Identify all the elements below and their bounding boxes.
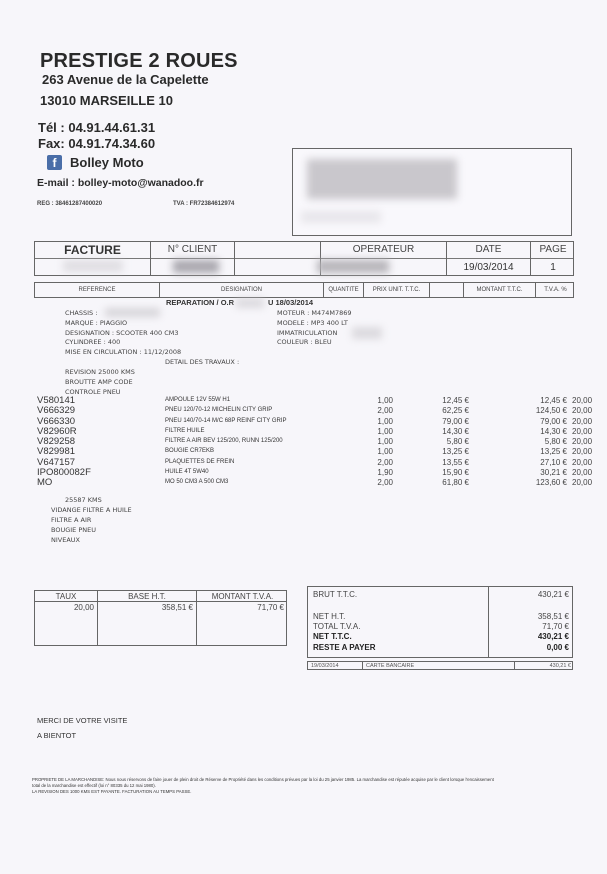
net-ttc-value: 430,21 € <box>537 632 569 641</box>
vehicle-registration-date: MISE EN CIRCULATION : 11/12/2008 <box>65 348 182 356</box>
work-notes <box>51 495 132 545</box>
line-tva: 20,00 <box>572 396 593 405</box>
client-number-cell <box>151 242 235 275</box>
line-designation: BOUGIE CR7EKB <box>165 448 215 455</box>
redacted-invoice-number <box>63 260 123 272</box>
line-qty: 1,00 <box>377 426 393 436</box>
totals-box <box>307 586 573 658</box>
vat-amount-value: 71,70 € <box>257 603 284 612</box>
facture-cell <box>35 242 151 275</box>
vehicle-displacement: CYLINDREE : 400 <box>65 338 121 346</box>
legal-notice <box>32 777 572 795</box>
task-item: CONTROLE PNEU <box>65 388 121 396</box>
redacted-plate <box>352 327 382 339</box>
line-item <box>37 425 593 437</box>
thanks-line2: A BIENTOT <box>37 731 77 740</box>
balance-due-value: 0,00 € <box>546 643 569 652</box>
col-designation: DESIGNATION <box>160 283 324 297</box>
vat-rate-value: 20,00 <box>73 603 94 612</box>
company-tva-number: TVA : FR72384612974 <box>173 201 235 207</box>
company-reg: REG : 38461287400020 <box>37 201 103 207</box>
line-qty: 1,90 <box>377 468 393 478</box>
line-unit-price: 15,90 € <box>442 468 469 478</box>
line-ref: V82960R <box>37 425 77 437</box>
line-item <box>37 446 593 458</box>
vehicle-designation: DESIGNATION : SCOOTER 400 CM3 <box>65 329 179 337</box>
line-tva: 20,00 <box>572 468 593 478</box>
net-ht-value: 358,51 € <box>537 612 569 621</box>
company-name: PRESTIGE 2 ROUES <box>40 50 238 72</box>
col-reference: REFERENCE <box>35 283 160 297</box>
repair-title: REPARATION / O.R <box>166 298 235 307</box>
vehicle-color: COULEUR : BLEU <box>277 338 332 346</box>
thanks-line1: MERCI DE VOTRE VISITE <box>37 716 128 725</box>
vat-base-value: 358,51 € <box>161 603 193 612</box>
redacted-order-number <box>236 298 264 308</box>
line-tva: 20,00 <box>572 478 593 488</box>
client-address-box <box>292 148 572 236</box>
totals-divider <box>488 587 489 657</box>
line-tva: 20,00 <box>572 457 593 467</box>
company-address-line1: 263 Avenue de la Capelette <box>42 72 209 87</box>
payment-method: CARTE BANCAIRE <box>363 662 515 669</box>
date-cell <box>447 242 531 275</box>
total-brut-label: BRUT T.T.C. <box>313 590 358 599</box>
page-label: PAGE <box>539 244 567 255</box>
line-ref: V666330 <box>37 415 76 427</box>
line-amount: 5,80 € <box>544 437 567 447</box>
work-note: BOUGIE PNEU <box>51 526 96 534</box>
company-phone: Tél : 04.91.44.61.31 <box>38 120 156 135</box>
line-tva: 20,00 <box>572 437 593 447</box>
blank-cell <box>235 242 321 275</box>
line-designation: PNEU 120/70-12 MICHELIN CITY GRIP <box>165 407 273 414</box>
line-ref: V647157 <box>37 456 76 468</box>
vat-rate-col <box>35 591 98 645</box>
vat-breakdown-table <box>34 590 287 646</box>
net-ttc-label: NET T.T.C. <box>313 632 352 641</box>
line-ref: V580141 <box>37 395 76 406</box>
line-item <box>37 415 593 427</box>
work-note: FILTRE A AIR <box>51 516 92 524</box>
vehicle-plate-label: IMMATRICULATION <box>277 329 338 337</box>
repair-date: U 18/03/2014 <box>268 298 314 307</box>
vehicle-brand: MARQUE : PIAGGIO <box>65 319 128 327</box>
redacted-client-address <box>301 211 381 223</box>
line-tva: 20,00 <box>572 416 593 426</box>
col-prix-unit: PRIX UNIT. T.T.C. <box>364 283 430 297</box>
vehicle-chassis: CHASSIS : <box>65 309 98 317</box>
col-quantite: QUANTITE <box>324 283 364 297</box>
line-amount: 27,10 € <box>540 457 567 467</box>
line-qty: 1,00 <box>377 437 393 447</box>
line-ref: V829258 <box>37 436 76 448</box>
line-unit-price: 13,55 € <box>442 457 469 467</box>
line-qty: 1,00 <box>377 396 393 405</box>
line-items <box>37 395 593 489</box>
line-tva: 20,00 <box>572 447 593 457</box>
thanks-message <box>37 713 127 743</box>
line-tva: 20,00 <box>572 406 593 416</box>
invoice-header-table <box>34 241 574 276</box>
balance-due-label: RESTE A PAYER <box>313 643 376 652</box>
vat-amount-col <box>197 591 288 645</box>
line-unit-price: 12,45 € <box>442 396 469 405</box>
work-note: 25587 KMS <box>65 496 102 504</box>
line-qty: 2,00 <box>377 478 393 488</box>
date-value: 19/03/2014 <box>463 262 514 273</box>
legal-line2: total de la marchandise est effectif (loi n° 80335 du 12 mai 1980). <box>32 783 156 788</box>
company-fax: Fax: 04.91.74.34.60 <box>38 136 156 151</box>
line-amount: 14,30 € <box>540 426 567 436</box>
payment-amount: 430,21 € <box>549 663 571 669</box>
page-value: 1 <box>550 262 556 273</box>
line-qty: 1,00 <box>377 447 393 457</box>
line-item <box>37 477 593 489</box>
line-amount: 124,50 € <box>535 406 567 416</box>
work-detail-label: DETAIL DES TRAVAUX : <box>165 358 240 366</box>
payment-row <box>307 661 573 670</box>
col-blank <box>430 283 464 297</box>
total-tva-label: TOTAL T.V.A. <box>313 622 361 631</box>
total-tva-value: 71,70 € <box>542 622 569 631</box>
line-designation: FILTRE HUILE <box>165 427 205 434</box>
redacted-client-name <box>307 159 457 199</box>
line-amount: 13,25 € <box>540 447 567 457</box>
line-amount: 123,60 € <box>535 478 567 488</box>
line-qty: 2,00 <box>377 406 393 416</box>
line-designation: FILTRE A AIR BEV 125/200, RUNN 125/200 <box>165 438 283 445</box>
operator-label: OPERATEUR <box>352 244 415 255</box>
client-number-label: N° CLIENT <box>167 244 218 255</box>
line-unit-price: 14,30 € <box>442 426 469 436</box>
line-ref: IPO800082F <box>37 467 91 479</box>
page-cell <box>531 242 575 275</box>
facebook-icon: f <box>47 155 62 170</box>
line-item <box>37 467 593 479</box>
line-unit-price: 13,25 € <box>442 447 469 457</box>
line-item <box>37 395 593 406</box>
line-item <box>37 456 593 468</box>
line-ref: V829981 <box>37 446 76 458</box>
vehicle-model: MODELE : MP3 400 LT <box>277 319 348 327</box>
net-ht-label: NET H.T. <box>313 612 346 621</box>
line-designation: MO 50 CM3 A 500 CM3 <box>165 479 229 486</box>
facture-label: FACTURE <box>64 243 121 257</box>
legal-line1: PROPRIETE DE LA MARCHANDISE: Nous nous réservons de faire jouer de plein droit de Réserve de Propriété dans les conditions prévues par la loi du 25 janvier 1985. La marchandise est réputée acquise par le client lorsque l'encaissement <box>32 777 494 782</box>
line-item <box>37 405 593 417</box>
line-items-header <box>34 282 574 298</box>
legal-line3: LA REVISION DES 1000 KMS EST PAYANTE. FACTURATION AU TEMPS PASSE. <box>32 789 192 794</box>
task-item: REVISION 25000 KMS <box>65 368 135 376</box>
redacted-chassis <box>105 308 160 317</box>
work-note: VIDANGE FILTRE A HUILE <box>51 506 132 514</box>
redacted-client-number <box>173 260 219 273</box>
vat-base-col <box>98 591 197 645</box>
work-note: NIVEAUX <box>51 536 80 544</box>
line-unit-price: 61,80 € <box>442 478 469 488</box>
line-designation: PNEU 140/70-14 M/C 68P REINF CITY GRIP <box>165 417 287 424</box>
line-designation: PLAQUETTES DE FREIN <box>165 458 235 465</box>
col-tva: T.V.A. % <box>544 287 567 293</box>
vehicle-engine: MOTEUR : M474M7869 <box>277 309 352 317</box>
vat-base-label: BASE H.T. <box>128 592 166 601</box>
company-email: E-mail : bolley-moto@wanadoo.fr <box>37 177 204 189</box>
line-amount: 12,45 € <box>540 396 567 405</box>
line-amount: 30,21 € <box>540 468 567 478</box>
line-unit-price: 62,25 € <box>442 406 469 416</box>
vat-amount-label: MONTANT T.V.A. <box>211 592 274 601</box>
date-label: DATE <box>475 244 502 255</box>
facebook-row <box>47 155 144 170</box>
line-amount: 79,00 € <box>540 416 567 426</box>
redacted-operator <box>317 260 389 273</box>
operator-cell <box>321 242 447 275</box>
total-brut-value: 430,21 € <box>537 590 569 599</box>
line-qty: 1,00 <box>377 416 393 426</box>
line-designation: AMPOULE 12V 55W H1 <box>165 397 231 403</box>
facebook-name: Bolley Moto <box>70 155 144 170</box>
line-item <box>37 436 593 448</box>
line-ref: MO <box>37 477 53 489</box>
line-unit-price: 5,80 € <box>446 437 469 447</box>
company-address-line2: 13010 MARSEILLE 10 <box>40 93 173 108</box>
vat-rate-label: TAUX <box>55 592 77 601</box>
col-montant: MONTANT T.T.C. <box>464 283 536 297</box>
line-qty: 2,00 <box>377 457 393 467</box>
line-designation: HUILE 4T 5W40 <box>165 469 209 476</box>
line-unit-price: 79,00 € <box>442 416 469 426</box>
line-tva: 20,00 <box>572 426 593 436</box>
task-item: BROUTTE AMP CODE <box>65 378 133 386</box>
payment-date: 19/03/2014 <box>308 662 363 669</box>
line-ref: V666329 <box>37 405 76 417</box>
